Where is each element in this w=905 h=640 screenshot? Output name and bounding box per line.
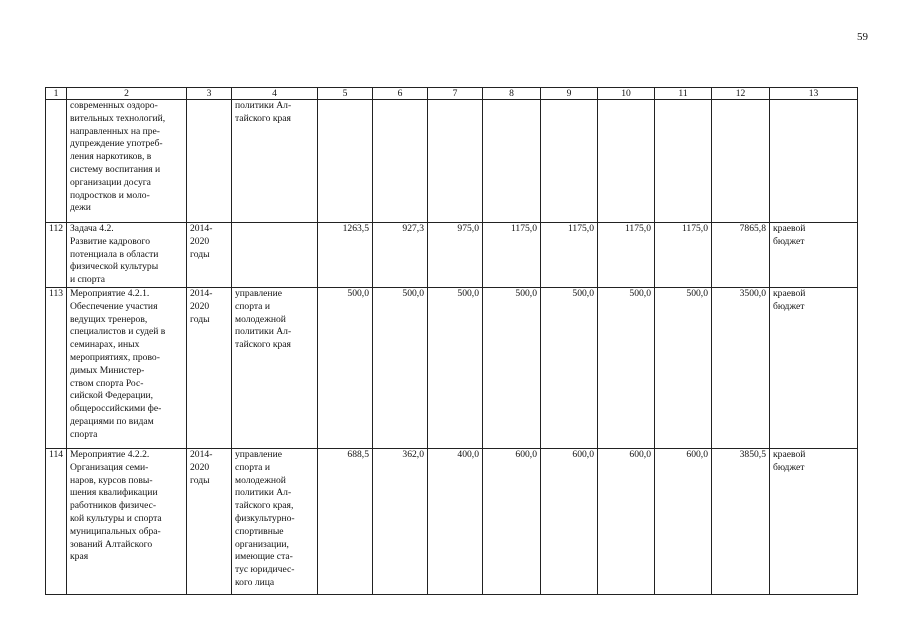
value-cell-col10: 500,0	[598, 287, 655, 448]
value-cell-col7: 500,0	[428, 287, 483, 448]
period-line: 2014-	[190, 223, 213, 234]
measure-name-line: подростков и моло-	[70, 189, 150, 201]
measure-name-line: Развитие кадрового	[70, 235, 151, 247]
executor-line: молодежной	[235, 474, 286, 486]
column-header: 11	[655, 88, 712, 100]
measure-name-line: края	[70, 551, 89, 563]
value-cell-col9: 500,0	[541, 287, 598, 448]
value-cell-col11: 600,0	[655, 448, 712, 594]
value-cell-col5: 688,5	[318, 448, 373, 594]
period-line: 2020	[190, 461, 210, 473]
total-cell: 3500,0	[712, 287, 770, 448]
table-row	[46, 448, 858, 594]
measure-name-line: Обеспечение участия	[70, 300, 158, 312]
executor-line: молодежной	[235, 313, 286, 325]
executor-line: тайского края,	[235, 500, 294, 512]
value-cell-col9	[541, 100, 598, 223]
measure-name-line: сийской Федерации,	[70, 390, 153, 402]
measure-name-line: семинарах, иных	[70, 339, 140, 351]
value-cell-col11: 1175,0	[655, 223, 712, 288]
funding-source-cell	[770, 448, 858, 594]
measure-name-cell	[67, 448, 187, 594]
measure-name-line: Мероприятие 4.2.1.	[70, 287, 150, 299]
value-cell-col8: 1175,0	[483, 223, 541, 288]
funding-source-cell	[770, 287, 858, 448]
period-cell	[187, 448, 232, 594]
column-number-row	[46, 88, 858, 100]
column-header: 10	[598, 88, 655, 100]
value-cell-col7: 400,0	[428, 448, 483, 594]
period-line: годы	[190, 313, 210, 325]
measure-name-line: Задача 4.2.	[70, 223, 114, 234]
measure-name-line: муниципальных обра-	[70, 525, 161, 537]
funding-source-cell	[770, 223, 858, 288]
total-cell	[712, 100, 770, 223]
executor-line: имеющие ста-	[235, 551, 293, 563]
executor-line: физкультурно-	[235, 512, 295, 524]
value-cell-col9: 600,0	[541, 448, 598, 594]
measure-name-line: направленных на пре-	[70, 125, 160, 137]
value-cell-col5	[318, 100, 373, 223]
column-header: 4	[232, 88, 318, 100]
measure-name-line: организации досуга	[70, 176, 151, 188]
column-header: 2	[67, 88, 187, 100]
column-header: 13	[770, 88, 858, 100]
measure-name-line: дерациями по видам	[70, 415, 154, 427]
column-header: 8	[483, 88, 541, 100]
value-cell-col6: 362,0	[373, 448, 428, 594]
measure-name-line: дежи	[70, 202, 91, 214]
measure-name-line: Организация семи-	[70, 461, 149, 473]
measure-name-line: дупреждение употреб-	[70, 138, 163, 150]
value-cell-col10: 600,0	[598, 448, 655, 594]
executor-line: управление	[235, 448, 282, 460]
measure-name-line: систему воспитания и	[70, 163, 161, 175]
row-number-cell: 113	[46, 287, 67, 448]
funding-source-line: бюджет	[773, 300, 805, 312]
executor-line: политики Ал-	[235, 326, 292, 338]
period-cell	[187, 100, 232, 223]
measure-name-line: Мероприятие 4.2.2.	[70, 448, 150, 460]
column-header: 7	[428, 88, 483, 100]
measure-name-line: наров, курсов повы-	[70, 474, 153, 486]
executor-line: тус юридичес-	[235, 564, 295, 576]
value-cell-col11	[655, 100, 712, 223]
executor-line: организации,	[235, 538, 289, 550]
measure-name-line: ления наркотиков, в	[70, 151, 152, 163]
funding-source-line: бюджет	[773, 235, 805, 247]
period-line: годы	[190, 248, 210, 260]
value-cell-col6	[373, 100, 428, 223]
measure-name-cell	[67, 223, 187, 288]
period-cell	[187, 287, 232, 448]
measure-name-line: шения квалификации	[70, 487, 158, 499]
executor-line: тайского края	[235, 339, 291, 351]
measure-name-line: работников физичес-	[70, 500, 157, 512]
measure-name-cell	[67, 287, 187, 448]
executor-line: тайского края	[235, 112, 291, 124]
period-line: 2020	[190, 235, 210, 247]
value-cell-col8	[483, 100, 541, 223]
measure-name-line: вительных технологий,	[70, 112, 166, 124]
measure-name-line: спорта	[70, 428, 98, 440]
table-row	[46, 100, 858, 223]
executor-line: управление	[235, 287, 282, 299]
row-number-cell: 114	[46, 448, 67, 594]
measure-name-line: физической культуры	[70, 261, 159, 273]
row-number-cell: 112	[46, 223, 67, 288]
measure-name-line: ством спорта Рос-	[70, 377, 144, 389]
period-line: 2014-	[190, 448, 213, 460]
executor-line: спорта и	[235, 300, 270, 312]
period-line: 2020	[190, 300, 210, 312]
value-cell-col8: 600,0	[483, 448, 541, 594]
executor-cell	[232, 448, 318, 594]
column-header: 5	[318, 88, 373, 100]
value-cell-col6: 927,3	[373, 223, 428, 288]
period-line: 2014-	[190, 287, 213, 299]
measure-name-line: современных оздоро-	[70, 100, 158, 111]
executor-line: политики Ал-	[235, 100, 292, 111]
measure-name-line: димых Министер-	[70, 364, 145, 376]
executor-line: политики Ал-	[235, 487, 292, 499]
measure-name-line: ведущих тренеров,	[70, 313, 148, 325]
funding-source-line: бюджет	[773, 461, 805, 473]
row-number-cell	[46, 100, 67, 223]
measure-name-line: кой культуры и спорта	[70, 512, 162, 524]
value-cell-col7	[428, 100, 483, 223]
measure-name-line: общероссийскими фе-	[70, 403, 162, 415]
value-cell-col8: 500,0	[483, 287, 541, 448]
funding-source-line: краевой	[773, 223, 806, 234]
measure-name-line: специалистов и судей в	[70, 326, 166, 338]
executor-cell	[232, 223, 318, 288]
total-cell: 3850,5	[712, 448, 770, 594]
column-header: 12	[712, 88, 770, 100]
program-table	[45, 87, 858, 595]
measure-name-line: мероприятиях, прово-	[70, 351, 160, 363]
measure-name-line: потенциала в области	[70, 248, 159, 260]
value-cell-col5: 1263,5	[318, 223, 373, 288]
value-cell-col10	[598, 100, 655, 223]
period-line: годы	[190, 474, 210, 486]
executor-line: спорта и	[235, 461, 270, 473]
value-cell-col11: 500,0	[655, 287, 712, 448]
executor-line: спортивные	[235, 525, 284, 537]
column-header: 6	[373, 88, 428, 100]
funding-source-line: краевой	[773, 448, 806, 460]
value-cell-col6: 500,0	[373, 287, 428, 448]
period-cell	[187, 223, 232, 288]
value-cell-col5: 500,0	[318, 287, 373, 448]
value-cell-col9: 1175,0	[541, 223, 598, 288]
page-number: 59	[857, 31, 868, 43]
measure-name-line: зований Алтайского	[70, 538, 153, 550]
funding-source-line: краевой	[773, 287, 806, 299]
column-header: 9	[541, 88, 598, 100]
column-header: 1	[46, 88, 67, 100]
table-row	[46, 287, 858, 448]
value-cell-col10: 1175,0	[598, 223, 655, 288]
table-row	[46, 223, 858, 288]
executor-line: кого лица	[235, 576, 275, 588]
value-cell-col7: 975,0	[428, 223, 483, 288]
total-cell: 7865,8	[712, 223, 770, 288]
funding-source-cell	[770, 100, 858, 223]
column-header: 3	[187, 88, 232, 100]
measure-name-line: и спорта	[70, 274, 105, 286]
executor-cell	[232, 287, 318, 448]
measure-name-cell	[67, 100, 187, 223]
executor-cell	[232, 100, 318, 223]
